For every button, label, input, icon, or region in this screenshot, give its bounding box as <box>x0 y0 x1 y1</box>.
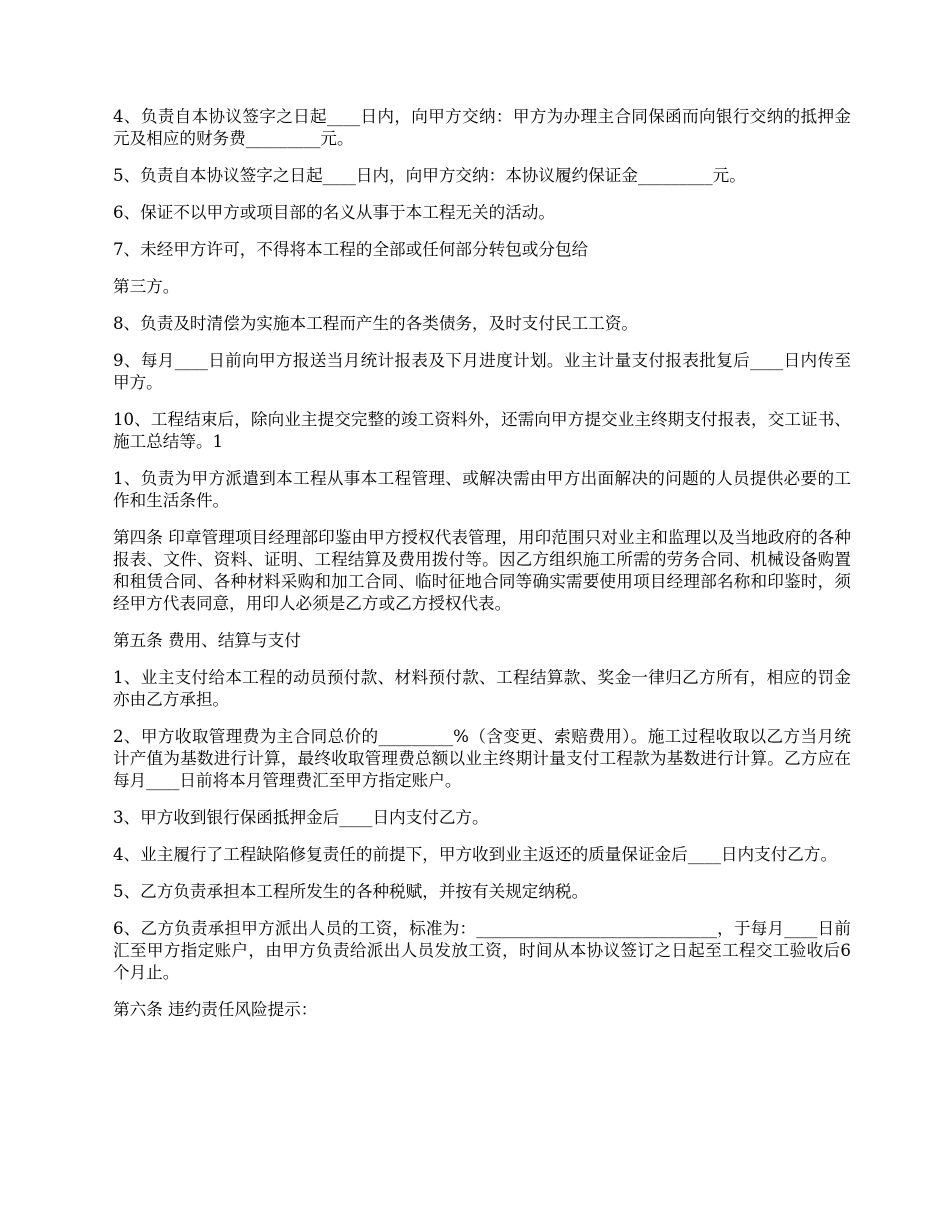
paragraph-personnel-conditions: 1、负责为甲方派遣到本工程从事本工程管理、或解决需由甲方出面解决的问题的人员提供必要的工作和生活条件。 <box>113 469 851 510</box>
paragraph-staff-salaries: 6、乙方负责承担甲方派出人员的工资，标准为：_____________________________，于每月____日前汇至甲方指定账户，由甲方负责给派出人员发放工资，时间从本协议签订之日起至工程交工验收后6个月止。 <box>113 919 851 982</box>
paragraph-advance-payments: 1、业主支付给本工程的动员预付款、材料预付款、工程结算款、奖金一律归乙方所有，相应的罚金亦由乙方承担。 <box>113 668 851 709</box>
document-body <box>113 106 851 1036</box>
paragraph-no-unrelated-activities: 6、保证不以甲方或项目部的名义从事于本工程无关的活动。 <box>113 203 555 222</box>
paragraph-monthly-reports: 9、每月____日前向甲方报送当月统计报表及下月进度计划。业主计量支付报表批复后____日内传至甲方。 <box>113 351 851 392</box>
paragraph-quality-deposit: 4、业主履行了工程缺陷修复责任的前提下，甲方收到业主返还的质量保证金后____日内支付乙方。 <box>113 845 838 864</box>
section-six-heading: 第六条 违约责任风险提示： <box>113 1000 318 1019</box>
paragraph-management-fee: 2、甲方收取管理费为主合同总价的_________%（含变更、索赔费用）。施工过程收取以乙方当月统计产值为基数进行计算，最终收取管理费总额以业主终期计量支付工程款为基数进行计算。乙方应在每月____日前将本月管理费汇至甲方指定账户。 <box>113 727 851 790</box>
paragraph-completion-documents: 10、工程结束后，除向业主提交完整的竣工资料外，还需向甲方提交业主终期支付报表，交工证书、施工总结等。1 <box>113 410 851 451</box>
paragraph-performance-bond: 5、负责自本协议签字之日起____日内，向甲方交纳：本协议履约保证金_________元。 <box>113 166 746 185</box>
paragraph-debts-and-wages: 8、负责及时清偿为实施本工程而产生的各类债务，及时支付民工工资。 <box>113 314 638 333</box>
section-five-heading: 第五条 费用、结算与支付 <box>113 631 301 650</box>
section-four-seal-management: 第四条 印章管理项目经理部印鉴由甲方授权代表管理，用印范围只对业主和监理以及当地政府的各种报表、文件、资料、证明、工程结算及费用拨付等。因乙方组织施工所需的劳务合同、机械设备购置和租赁合同、各种材料采购和加工合同、临时征地合同等确实需要使用项目经理部名称和印鉴时，须经甲方代表同意，用印人必须是乙方或乙方授权代表。 <box>113 528 851 613</box>
paragraph-deposit-and-fees: 4、负责自本协议签字之日起____日内，向甲方交纳：甲方为办理主合同保函而向银行交纳的抵押金元及相应的财务费_________元。 <box>113 107 851 148</box>
paragraph-taxes: 5、乙方负责承担本工程所发生的各种税赋，并按有关规定纳税。 <box>113 882 589 901</box>
paragraph-guarantee-payment: 3、甲方收到银行保函抵押金后____日内支付乙方。 <box>113 808 489 827</box>
paragraph-no-subcontracting: 7、未经甲方许可，不得将本工程的全部或任何部分转包或分包给 <box>113 240 589 259</box>
paragraph-third-party: 第三方。 <box>113 277 180 296</box>
